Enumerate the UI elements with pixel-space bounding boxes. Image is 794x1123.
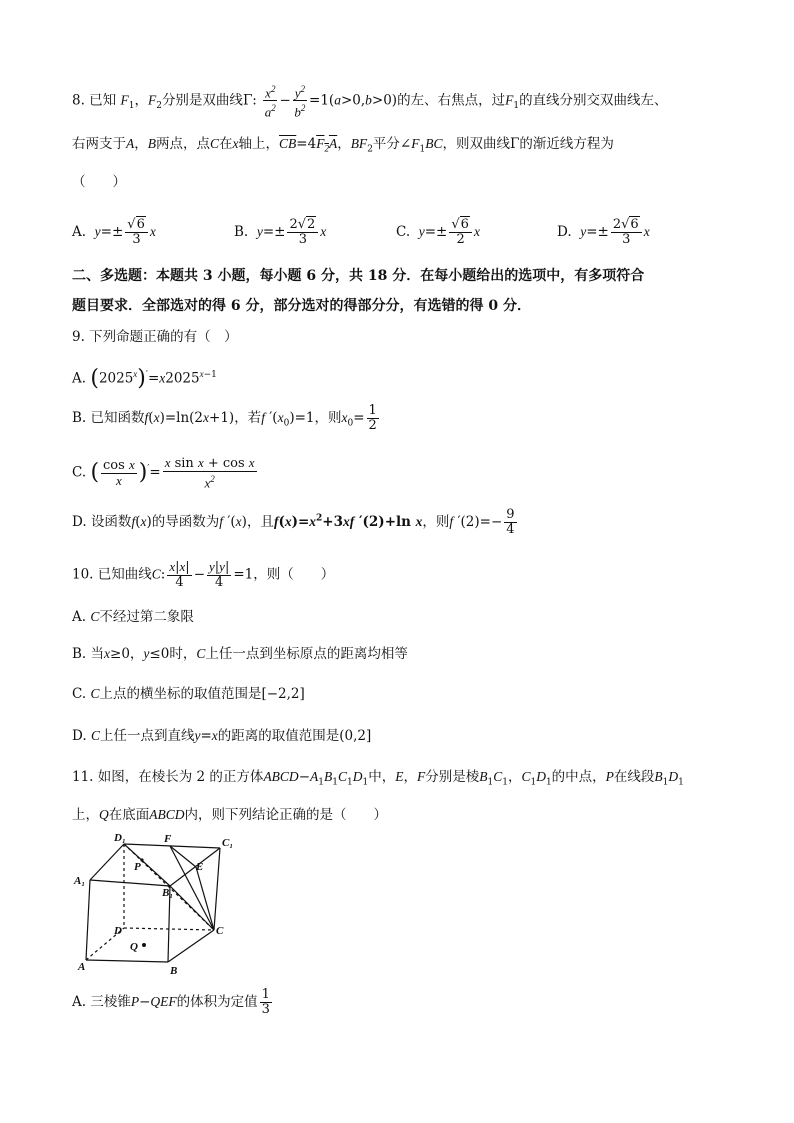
text: 的中点， — [551, 769, 606, 785]
q11-option-a: A. 三棱锥P−QEF的体积为定值 $\frac{1}{3}$ — [72, 987, 270, 1017]
q9-option-b: B. 已知函数f(x)=ln(2x+1)，若f $'(x_0)=1$，则$x_0=$ $\frac{1}{2}$ — [72, 403, 377, 433]
text: 设函数 — [90, 514, 132, 530]
label-a: A — [78, 961, 86, 973]
q8-option-a: A. y=± $\frac{√6}{3}$ x — [72, 217, 156, 247]
option-label: B. 当 — [72, 646, 105, 662]
option-label: C. — [72, 464, 87, 481]
fraction: $\frac{x|x|}{4}$ — [169, 559, 190, 590]
text: ，且 — [246, 514, 274, 530]
text: 在底面 — [108, 807, 150, 823]
text: 在 — [219, 136, 233, 152]
text: 的距离的取值范围是 — [217, 728, 340, 744]
fraction: $\frac{x^2}{a^2}$ — [264, 84, 276, 120]
q10-option-d: D. C上任一点到直线y=x的距离的取值范围是(0,2] — [72, 728, 372, 744]
text: 平分 — [372, 136, 400, 152]
fraction: $\frac{y^2}{b^2}$ — [294, 84, 306, 120]
text: 右两支于 — [72, 136, 126, 152]
text: 上， — [72, 807, 99, 823]
fraction: $\frac{9}{4}$ — [506, 507, 515, 537]
q10-option-a: A. C不经过第二象限 — [72, 609, 194, 625]
label-a1: A₁ — [74, 875, 86, 887]
text: 两点，点 — [156, 136, 210, 152]
text: 时， — [169, 646, 197, 662]
fraction: $\frac{\text{x sin x + cos x}}{x^2}$ — [164, 455, 255, 491]
text: 轴上， — [238, 136, 280, 152]
text: 11. 如图，在棱长为 2 的正方体 — [72, 769, 264, 785]
label-b1: B₁ — [162, 887, 174, 899]
text: ，则双曲线Γ的渐近线方程为 — [442, 136, 614, 152]
label-d: D — [114, 925, 122, 937]
label-c: C — [216, 925, 224, 937]
option-label: C. — [396, 224, 411, 240]
label-d1: D₁ — [114, 832, 126, 844]
q11-line2: 上，Q在底面ABCD内，则下列结论正确的是（ ） — [72, 807, 387, 823]
text: ，则 — [314, 410, 342, 426]
q11-line1: 11. 如图，在棱长为 2 的正方体$ABCD-A_1B_1C_1D_1$中，E，F分别是棱$B_1C_1$，$C_1D_1$的中点，P在线段$B_1D_1$ — [72, 769, 684, 788]
fraction: $\frac{2√2}{3}$ — [287, 218, 318, 247]
text: 的体积为定值 — [176, 994, 258, 1010]
text: 上任一点到坐标原点的距离均相等 — [205, 646, 408, 662]
q8-line1: 8. 已知 $F_1$，$F_2$分别是双曲线Γ: $\frac{x^2}{a^2}$ − $\frac{y^2}{b^2}$ =1(a>0,b>0)的左、右焦点，过$F_1$的直线分别交双曲线左、 — [72, 84, 668, 120]
option-label: D. — [72, 514, 87, 530]
q9-option-a: A. $(2025^x)'=x2025^{x-1}$ — [72, 366, 217, 391]
fraction: $\frac{\text{cos x}}{x}$ — [103, 457, 135, 489]
q10-stem: 10. 已知曲线C: $\frac{x|x|}{4}$ − $\frac{y|y|}{4}$ =1，则（ ） — [72, 559, 335, 590]
option-label: B. — [234, 224, 249, 240]
label-e: E — [196, 861, 204, 873]
q8-line2: 右两支于A，B两点，点C在x轴上，$\overline{CB}=4F_2A$，$BF_2$平分$\angle F_1BC$，则双曲线Γ的渐近线方程为 — [72, 136, 614, 155]
text: 内，则下列结论正确的是（ ） — [184, 807, 387, 823]
option-label: A. — [72, 609, 87, 625]
q9-stem: 9. 下列命题正确的有（ ） — [72, 329, 238, 345]
text: 分别是双曲线 — [161, 92, 243, 109]
label-c1: C₁ — [222, 837, 234, 849]
q8-option-c: C. y=± $\frac{√6}{2}$ x — [396, 217, 480, 247]
option-label: D. — [557, 224, 572, 240]
text: 10. 已知曲线 — [72, 566, 152, 583]
fraction: $\frac{√6}{3}$ — [125, 218, 148, 247]
option-label: B. — [72, 410, 87, 426]
label-q: Q — [130, 941, 138, 953]
text: 中， — [368, 769, 396, 785]
text: 8. 已知 — [72, 92, 117, 109]
fraction: $\frac{1}{2}$ — [368, 403, 377, 433]
option-label: A. — [72, 370, 87, 387]
fraction: $\frac{√6}{2}$ — [449, 218, 472, 247]
text: ，若 — [234, 410, 262, 426]
fraction: $\frac{1}{3}$ — [261, 987, 270, 1017]
q8-option-b: B. y=± $\frac{2√2}{3}$ x — [234, 217, 327, 247]
q10-option-c: C. C上点的横坐标的取值范围是[−2,2] — [72, 686, 305, 702]
text: 三棱锥 — [90, 994, 131, 1010]
label-b: B — [170, 965, 178, 977]
q10-option-b: B. 当x≥0，y≤0时，C上任一点到坐标原点的距离均相等 — [72, 646, 408, 662]
cube-figure — [72, 830, 242, 980]
text: 的左、右焦点，过 — [397, 92, 506, 109]
q8-line3: （ ） — [72, 174, 126, 190]
option-label: C. — [72, 686, 87, 702]
text: ，则 — [422, 514, 450, 530]
option-label: A. — [72, 994, 87, 1010]
section2-line2: 题目要求．全部选对的得 6 分，部分选对的得部分分，有选错的得 0 分． — [72, 298, 531, 314]
text: 的导函数为 — [151, 514, 220, 530]
option-label: D. — [72, 728, 87, 744]
q8-option-d: D. y=± $\frac{2√6}{3}$ x — [557, 217, 650, 247]
fraction: $\frac{2√6}{3}$ — [611, 218, 642, 247]
text: 不经过第二象限 — [99, 609, 194, 625]
section2-line1: 二、多选题：本题共 3 小题，每小题 6 分，共 18 分．在每小题给出的选项中，有多项符合 — [72, 268, 645, 284]
text: 的直线分别交双曲线左、 — [519, 92, 668, 109]
label-p: P — [134, 861, 141, 873]
option-label: A. — [72, 224, 87, 240]
text: ，则（ ） — [253, 566, 335, 583]
fraction: $\frac{y|y|}{4}$ — [209, 559, 230, 590]
text: 分别是棱 — [425, 769, 480, 785]
text: 已知函数 — [90, 410, 145, 426]
label-f: F — [164, 833, 172, 845]
text: 上点的横坐标的取值范围是 — [99, 686, 262, 702]
text: 在线段 — [613, 769, 655, 785]
text: 上任一点到直线 — [99, 728, 195, 744]
q9-option-d: D. 设函数f(x)的导函数为f ′(x)，且$f(x)=x^2+3xf$ ′(2)+ln x，则f ′(2)=− $\frac{9}{4}$ — [72, 507, 515, 537]
q9-option-c: C. ( $\frac{\text{cos x}}{x}$ )′= $\frac{\text{x sin x + cos x}}{x^2}$ — [72, 455, 255, 491]
